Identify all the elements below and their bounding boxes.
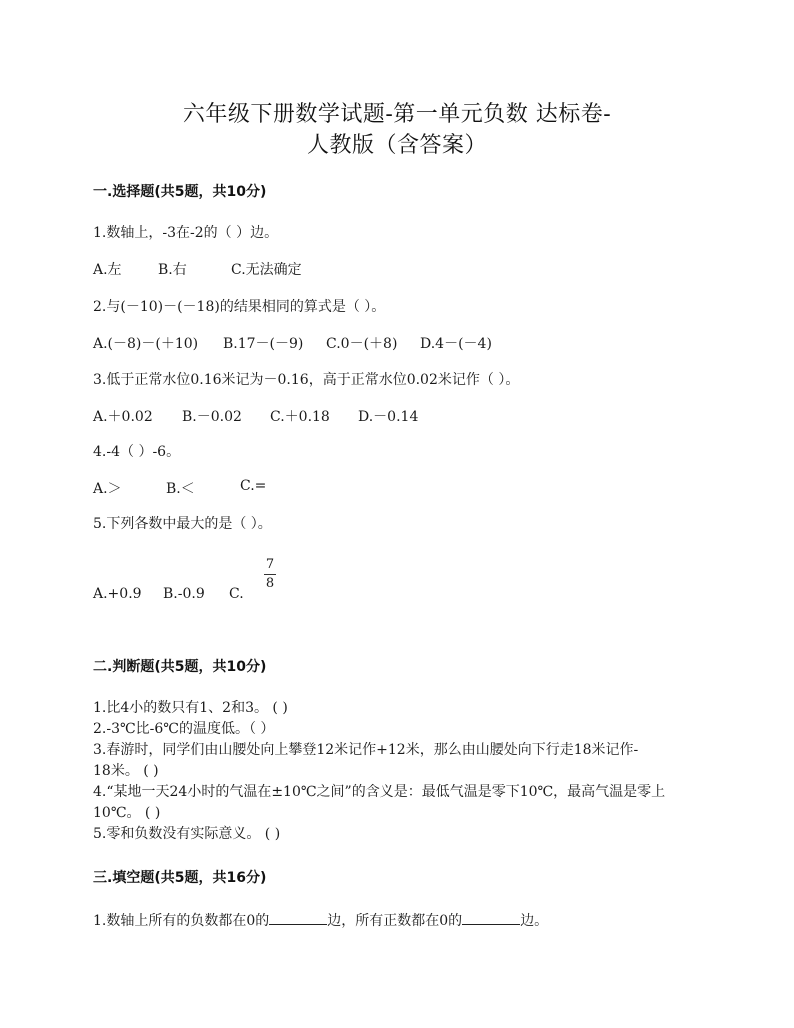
fill-blank-part-1: 1.数轴上所有的负数都在0的 — [93, 913, 270, 929]
fraction-seven-eighths — [264, 558, 276, 591]
judgment-line-7: 5.零和负数没有实际意义。 ( ) — [93, 826, 281, 842]
question-1-option-c: C.无法确定 — [231, 262, 302, 278]
question-4-option-c: C.= — [240, 478, 267, 494]
question-1-text: 1.数轴上，-3在-2的（ ）边。 — [93, 225, 279, 241]
question-5-option-c: C. — [229, 586, 244, 602]
question-3-option-a: A.＋0.02 — [93, 409, 153, 425]
question-2-text: 2.与(－10)－(－18)的结果相同的算式是（ ）。 — [93, 299, 386, 315]
judgment-line-5: 4.“某地一天24小时的气温在±10℃之间”的含义是：最低气温是零下10℃，最高气温是零上 — [93, 784, 666, 800]
question-4-text: 4.-4（ ）-6。 — [93, 444, 181, 460]
section-header-choice: 一.选择题(共5题，共10分) — [93, 184, 267, 200]
question-4-option-b: B.＜ — [166, 481, 195, 497]
exam-title-line1: 六年级下册数学试题-第一单元负数 达标卷- — [182, 102, 612, 127]
question-5-option-b: B.-0.9 — [163, 586, 205, 602]
fill-blank-part-3: 边。 — [520, 913, 549, 929]
fraction-bar — [264, 574, 276, 575]
section-header-judgment: 二.判断题(共5题，共10分) — [93, 659, 267, 675]
question-1-option-a: A.左 — [93, 262, 122, 278]
judgment-line-2: 2.-3℃比-6℃的温度低。（ ） — [93, 721, 275, 737]
judgment-line-6: 10℃。 ( ) — [93, 805, 161, 821]
question-5-text: 5.下列各数中最大的是（ ）。 — [93, 516, 272, 532]
exam-title-line2: 人教版（含答案） — [306, 133, 487, 158]
fraction-numerator: 7 — [265, 557, 275, 572]
judgment-line-3: 3.春游时，同学们由山腰处向上攀登12米记作+12米，那么由山腰处向下行走18米记作- — [93, 742, 639, 758]
judgment-line-1: 1.比4小的数只有1、2和3。 ( ) — [93, 700, 288, 716]
question-2-option-b: B.17－(－9) — [223, 336, 304, 352]
question-2-option-d: D.4－(－4) — [420, 336, 492, 352]
question-3-option-c: C.＋0.18 — [270, 409, 330, 425]
question-2-option-a: A.(－8)－(＋10) — [93, 336, 199, 352]
question-3-text: 3.低于正常水位0.16米记为－0.16，高于正常水位0.02米记作（ ）。 — [93, 372, 520, 388]
fill-blank-part-2: 边，所有正数都在0的 — [327, 913, 463, 929]
fill-blank-question-1 — [93, 910, 548, 930]
fraction-denominator: 8 — [265, 576, 275, 591]
question-4-option-a: A.＞ — [93, 481, 122, 497]
question-1-option-b: B.右 — [158, 262, 187, 278]
question-2-option-c: C.0－(＋8) — [326, 336, 398, 352]
section-header-fill-blank: 三.填空题(共5题，共16分) — [93, 870, 267, 886]
answer-blank-2[interactable] — [462, 912, 520, 925]
question-5-option-a: A.+0.9 — [93, 586, 142, 602]
question-3-option-d: D.－0.14 — [358, 409, 419, 425]
judgment-line-4: 18米。 ( ) — [93, 763, 159, 779]
question-3-option-b: B.－0.02 — [182, 409, 242, 425]
answer-blank-1[interactable] — [269, 912, 327, 925]
